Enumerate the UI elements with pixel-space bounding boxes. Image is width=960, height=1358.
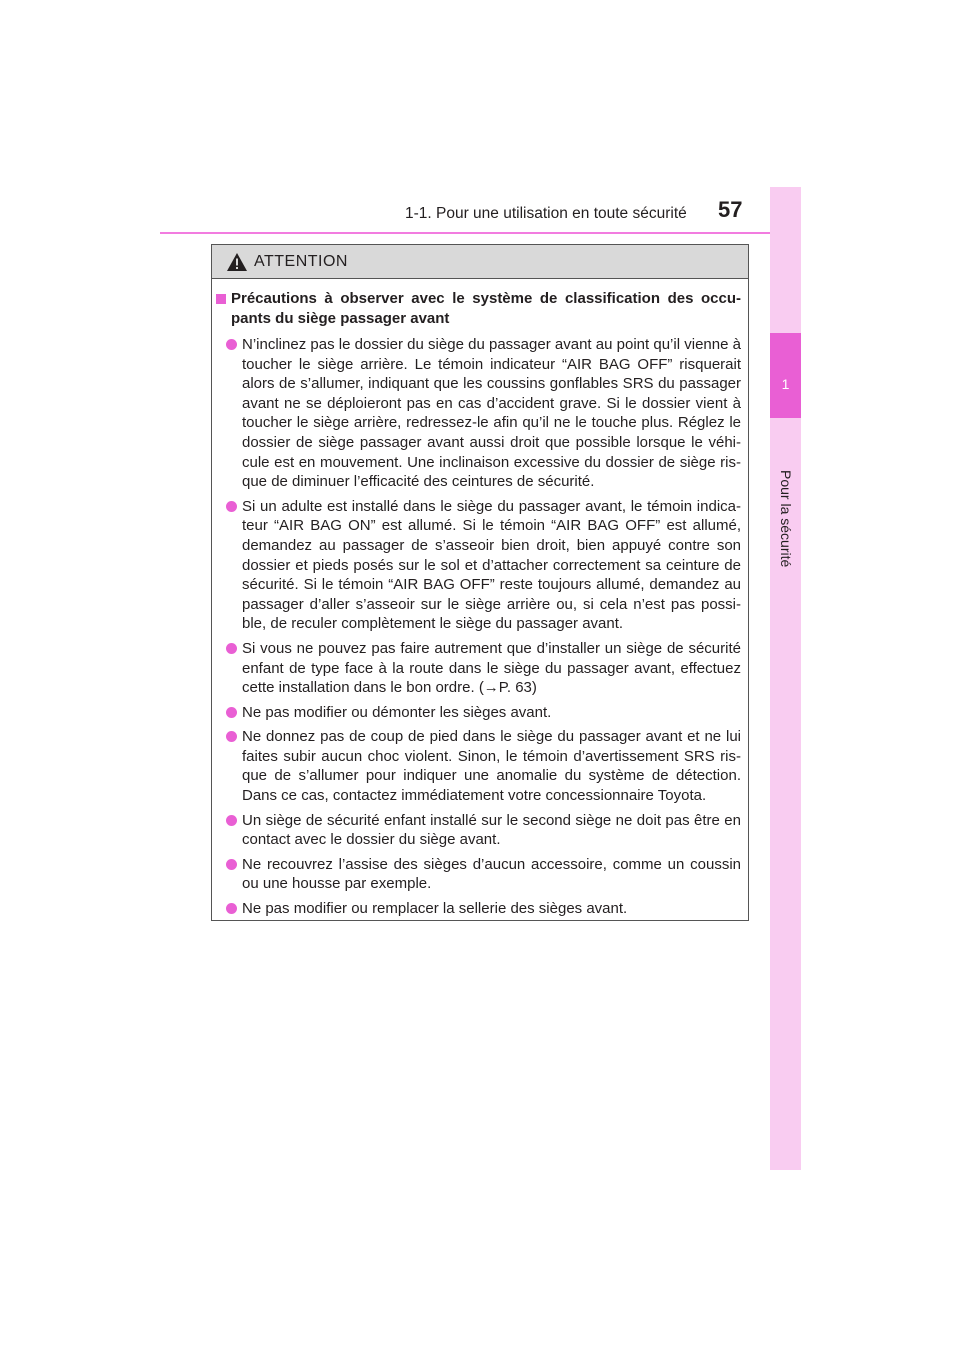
round-bullet-icon: [226, 815, 237, 826]
header-rule: [160, 232, 800, 234]
list-item: [216, 703, 741, 723]
section-heading: [216, 289, 741, 329]
round-bullet-icon: [226, 501, 237, 512]
list-item-text: Si vous ne pouvez pas faire autrement que d’installer un siège de sécurité enfant de type face à la route dans le siège du passager avant, effectuez cette installation dans le bon ordre. (→P. 63): [242, 639, 741, 697]
page-number: 57: [718, 197, 743, 222]
round-bullet-icon: [226, 339, 237, 350]
caution-box: [211, 244, 749, 921]
section-heading-text: Précautions à observer avec le système de classification des occu-pants du siège passager avant: [231, 290, 741, 327]
caution-body: [212, 279, 748, 919]
list-item-text: Ne pas modifier ou démonter les sièges avant.: [242, 703, 552, 721]
caution-title: ATTENTION: [254, 252, 348, 270]
round-bullet-icon: [226, 859, 237, 870]
header-section-title: 1-1. Pour une utilisation en toute sécurité: [405, 205, 687, 222]
round-bullet-icon: [226, 643, 237, 654]
list-item: [216, 899, 741, 919]
square-bullet-icon: [216, 294, 226, 304]
caution-header: [212, 245, 748, 279]
list-item: [216, 855, 741, 894]
list-item: [216, 335, 741, 492]
round-bullet-icon: [226, 707, 237, 718]
side-tab-label: Pour la sécurité: [778, 470, 794, 568]
warning-triangle-icon: [226, 252, 248, 272]
list-item-text: Ne donnez pas de coup de pied dans le siège du passager avant et ne lui faites subir aucun choc violent. Sinon, le témoin d’avertissement SRS ris-que de s’allumer pour indiquer une anomalie du système de détection. Dans ce cas, contactez immédiatement votre concessionnaire Toyota.: [242, 728, 741, 805]
list-item-text: Un siège de sécurité enfant installé sur le second siège ne doit pas être en contact avec le dossier du siège avant.: [242, 811, 741, 849]
list-item-text: Si un adulte est installé dans le siège du passager avant, le témoin indica-teur “AIR BAG ON” est allumé. Si le témoin “AIR BAG OFF” est allumé, demandez au passager de s’asseoir bien droit, bien appuyé contre son dossier et pieds posés sur le sol et d’attacher correctement sa ceinture de sécurité. Si le témoin “AIR BAG OFF” reste toujours allumé, demandez au passager d’aller s’asseoir sur le siège arrière ou, si cela n’est pas possi-ble, de reculer complètement le siège du passager avant.: [242, 497, 741, 633]
list-item-text: Ne recouvrez l’assise des sièges d’aucun accessoire, comme un coussin ou une housse par exemple.: [242, 855, 741, 893]
list-item: [216, 497, 741, 634]
list-item: [216, 727, 741, 805]
round-bullet-icon: [226, 903, 237, 914]
list-item: [216, 639, 741, 698]
round-bullet-icon: [226, 731, 237, 742]
list-item: [216, 811, 741, 850]
chapter-number: 1: [781, 376, 790, 392]
list-item-text: Ne pas modifier ou remplacer la sellerie des sièges avant.: [242, 900, 628, 918]
list-item-text: N’inclinez pas le dossier du siège du passager avant au point qu’il vienne à toucher le siège arrière. Le témoin indicateur “AIR BAG OFF” risquerait alors de s’allumer, indiquant que les coussins gonflables SRS du passager avant ne se déploieront pas en cas d’accident grave. Si le dossier vient à toucher le siège arrière, redressez-le afin qu’il ne le touche plus. Réglez le dossier de siège passager avant aussi droit que possible lorsque le véhi-cule est en mouvement. Une inclinaison excessive du dossier de siège ris-que de diminuer l’efficacité des ceintures de sécurité.: [242, 336, 741, 491]
